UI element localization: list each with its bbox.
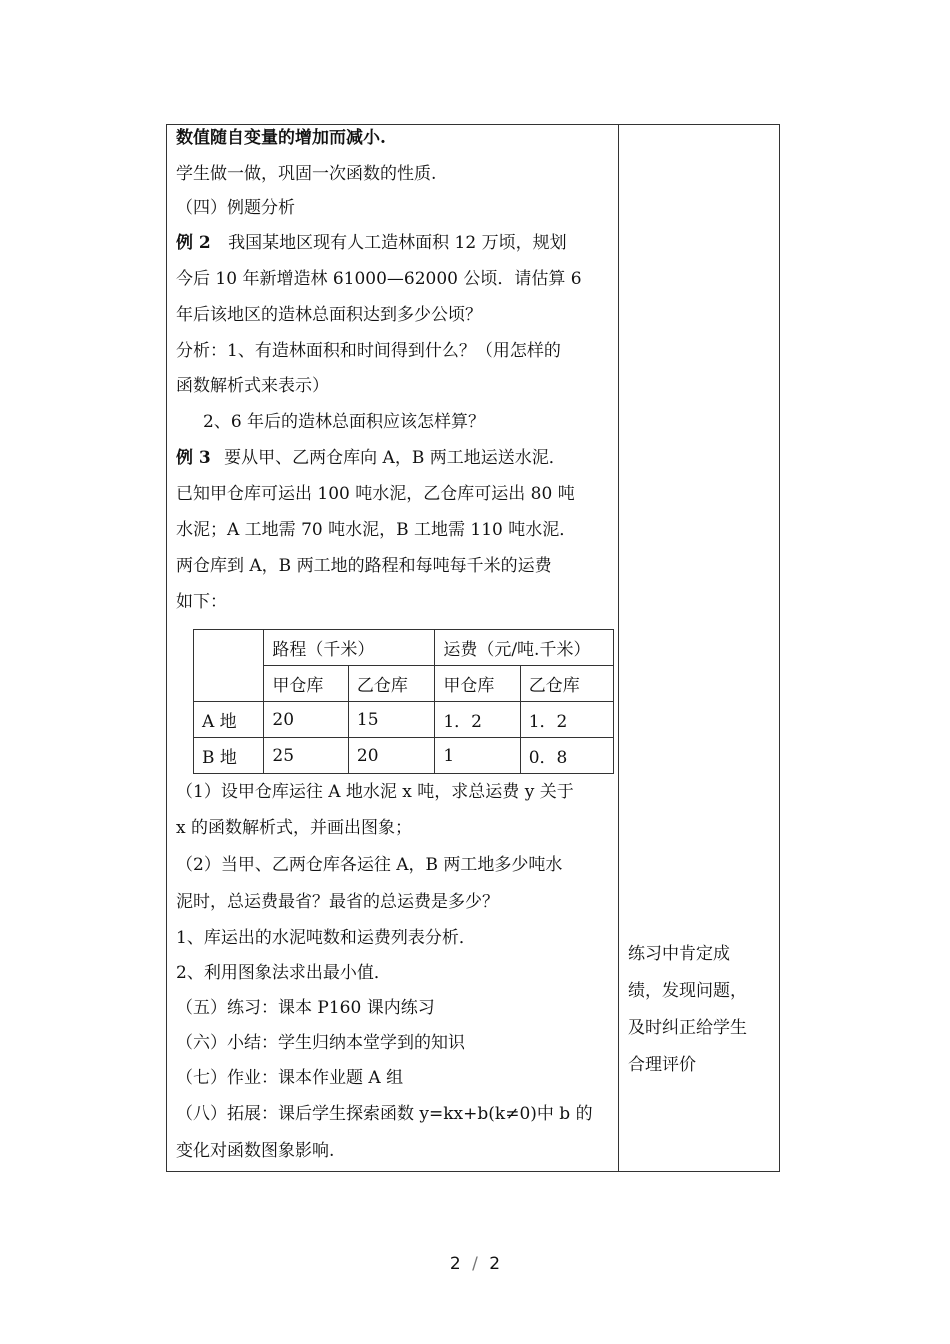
example-3 (176, 447, 566, 469)
table-cell: 20 (348, 738, 434, 774)
example-2 (176, 232, 567, 254)
text-line: 年后该地区的造林总面积达到多少公顷？ (176, 305, 482, 325)
note-line: 练习中肯定成 (628, 944, 730, 964)
text-line: 学生做一做，巩固一次函数的性质. (176, 164, 437, 184)
table-header-cell: 运费（元/吨.千米） (435, 630, 614, 666)
table-cell: A 地 (194, 702, 264, 738)
text-line: 数值随自变量的增加而减小. (176, 128, 386, 148)
table-header-cell: 路程（千米） (264, 630, 435, 666)
example-2-label: 例 2 (176, 233, 211, 253)
table-row (194, 738, 614, 774)
table-row (194, 630, 614, 666)
text-line: 泥时，总运费最省？最省的总运费是多少？ (176, 892, 499, 912)
text-line: （五）练习：课本 P160 课内练习 (176, 998, 435, 1018)
table-cell: 20 (264, 702, 349, 738)
table-header-cell: 乙仓库 (348, 666, 434, 702)
text-line: 2、6 年后的造林总面积应该怎样算？ (203, 412, 486, 432)
text-line: 函数解析式来表示） (176, 376, 329, 396)
table-cell: 0．8 (520, 738, 613, 774)
text-line: 水泥；A 工地需 70 吨水泥，B 工地需 110 吨水泥． (176, 520, 577, 540)
table-cell: 1 (435, 738, 520, 774)
page-separator: / (472, 1254, 478, 1274)
table-row (194, 702, 614, 738)
table-cell: 15 (348, 702, 434, 738)
note-line: 合理评价 (628, 1055, 696, 1075)
column-divider (618, 125, 619, 1171)
example-3-label: 例 3 (176, 448, 211, 468)
table-header-cell: 甲仓库 (435, 666, 520, 702)
lesson-table (166, 124, 780, 1172)
table-cell: 25 (264, 738, 349, 774)
table-header-cell: 乙仓库 (520, 666, 613, 702)
text-line: 已知甲仓库可运出 100 吨水泥，乙仓库可运出 80 吨 (176, 484, 575, 504)
text-line: 今后 10 年新增造林 61000—62000 公顷．请估算 6 (176, 269, 582, 289)
page-current: 2 (449, 1254, 461, 1274)
text-line: 1、库运出的水泥吨数和运费列表分析． (176, 928, 476, 948)
text-line: x 的函数解析式，并画出图象； (176, 818, 412, 838)
text-line: 两仓库到 A，B 两工地的路程和每吨每千米的运费 (176, 556, 552, 576)
text-line: （八）拓展：课后学生探索函数 y=kx+b(k≠0)中 b 的 (176, 1104, 593, 1124)
text-line: 变化对函数图象影响. (176, 1141, 335, 1161)
page-total: 2 (489, 1254, 501, 1274)
text-line: 2、利用图象法求出最小值． (176, 963, 391, 983)
note-line: 绩，发现问题， (628, 981, 747, 1001)
text-line: 要从甲、乙两仓库向 A，B 两工地运送水泥． (224, 448, 566, 468)
table-cell: 1．2 (435, 702, 520, 738)
text-line: （六）小结：学生归纳本堂学到的知识 (176, 1033, 465, 1053)
text-line: （1）设甲仓库运往 A 地水泥 x 吨，求总运费 y 关于 (176, 782, 574, 802)
table-cell: B 地 (194, 738, 264, 774)
table-header-cell: 甲仓库 (264, 666, 349, 702)
table-corner-cell (194, 630, 264, 702)
text-line: 如下： (176, 592, 227, 612)
page-number (0, 1254, 950, 1274)
table-cell: 1．2 (520, 702, 613, 738)
text-line: （四）例题分析 (176, 198, 295, 218)
text-line: 我国某地区现有人工造林面积 12 万顷，规划 (228, 233, 567, 253)
freight-table (193, 629, 614, 774)
note-line: 及时纠正给学生 (628, 1018, 747, 1038)
text-line: 分析：1、有造林面积和时间得到什么？（用怎样的 (176, 341, 561, 361)
text-line: （2）当甲、乙两仓库各运往 A，B 两工地多少吨水 (176, 855, 563, 875)
text-line: （七）作业：课本作业题 A 组 (176, 1068, 404, 1088)
